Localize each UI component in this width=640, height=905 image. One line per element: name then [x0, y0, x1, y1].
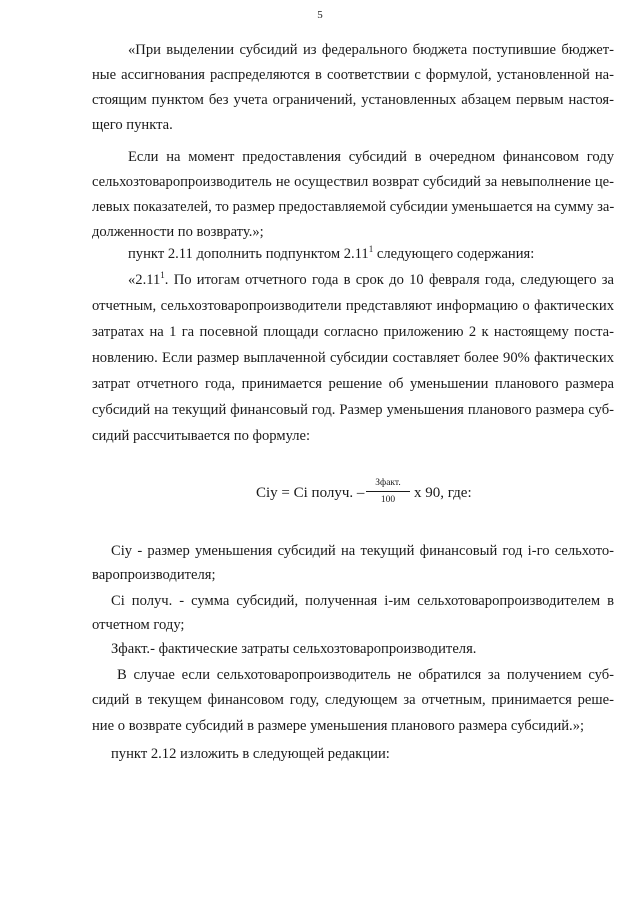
def1-line-2: варопроизводителя;: [92, 567, 216, 583]
def2-line-2: отчетном году;: [92, 617, 185, 633]
p2-line-3: левых показателей, то размер предоставляемой субсидии уменьшается на сумму за-: [92, 199, 615, 215]
p4-line-4: новлению. Если размер выплаченной субсидии составляет более 90% фактических: [92, 350, 614, 366]
formula-rhs: х 90, где:: [414, 485, 472, 501]
p5-line-3: ние о возврате субсидий в размере уменьшения планового размера субсидий.»;: [92, 718, 585, 734]
p1-line-4: щего пункта.: [92, 117, 173, 133]
p1-line-2: ные ассигнования распределяются в соответствии с формулой, установленной на-: [92, 67, 614, 83]
p4-line-6: субсидий на текущий финансовый год. Размер уменьшения планового размера суб-: [92, 402, 614, 418]
formula-lhs: Сiу = Сi получ. –: [256, 485, 365, 501]
p3-line-1: [128, 244, 534, 264]
reduction-formula: [0, 476, 640, 512]
p4-line-5: затрат отчетного года, принимается решение об уменьшении планового размера: [92, 376, 614, 392]
p4-line-3: затратах на 1 га посевной площади согласно приложению 2 к настоящему поста-: [92, 324, 614, 340]
formula-numerator: Зфакт.: [375, 478, 401, 488]
p4-line-1: [128, 270, 614, 290]
p4-line-2: отчетным, сельхозтоваропроизводители представляют информацию о фактических: [92, 298, 614, 314]
p2-line-1: Если на момент предоставления субсидий в очередном финансовом году: [128, 149, 614, 165]
formula-denominator: 100: [380, 495, 396, 505]
p3-text-after: следующего содержания:: [373, 246, 535, 262]
p4-superscript: 1: [160, 270, 165, 280]
fraction-bar: [366, 491, 410, 492]
p1-line-3: стоящим пунктом без учета ограничений, установленных абзацем первым настоя-: [92, 92, 614, 108]
def1-line-1: Сiу - размер уменьшения субсидий на текущий финансовый год i-го сельхото-: [111, 543, 614, 559]
p5-line-1: В случае если сельхотоваропроизводитель не обратился за получением суб-: [117, 667, 614, 683]
p5-line-2: сидий в текущем финансовом году, следующем за отчетным, принимается реше-: [92, 692, 614, 708]
p4-line-7: сидий рассчитывается по формуле:: [92, 428, 311, 444]
p3-superscript: 1: [368, 244, 374, 254]
p4-prefix: «2.11: [128, 272, 161, 288]
def2-line-1: Сi получ. - сумма субсидий, полученная i-им сельхотоваропроизводителем в: [111, 593, 614, 609]
def3-line-1: Зфакт.- фактические затраты сельхозтоваропроизводителя.: [111, 641, 477, 657]
p2-line-2: сельхозтоваропроизводитель не осуществил возврат субсидий за невыполнение це-: [92, 174, 614, 190]
p2-line-4: долженности по возврату.»;: [92, 224, 264, 240]
p1-line-1: «При выделении субсидий из федерального бюджета поступившие бюджет-: [128, 42, 614, 58]
page-number: 5: [317, 9, 323, 21]
p3-text-before: пункт 2.11 дополнить подпунктом 2.11: [128, 246, 369, 262]
p4-first-rest: . По итогам отчетного года в срок до 10 февраля года, следующего за: [164, 272, 614, 288]
formula-fraction: [366, 476, 410, 506]
p6-line-1: пункт 2.12 изложить в следующей редакции:: [111, 746, 390, 762]
